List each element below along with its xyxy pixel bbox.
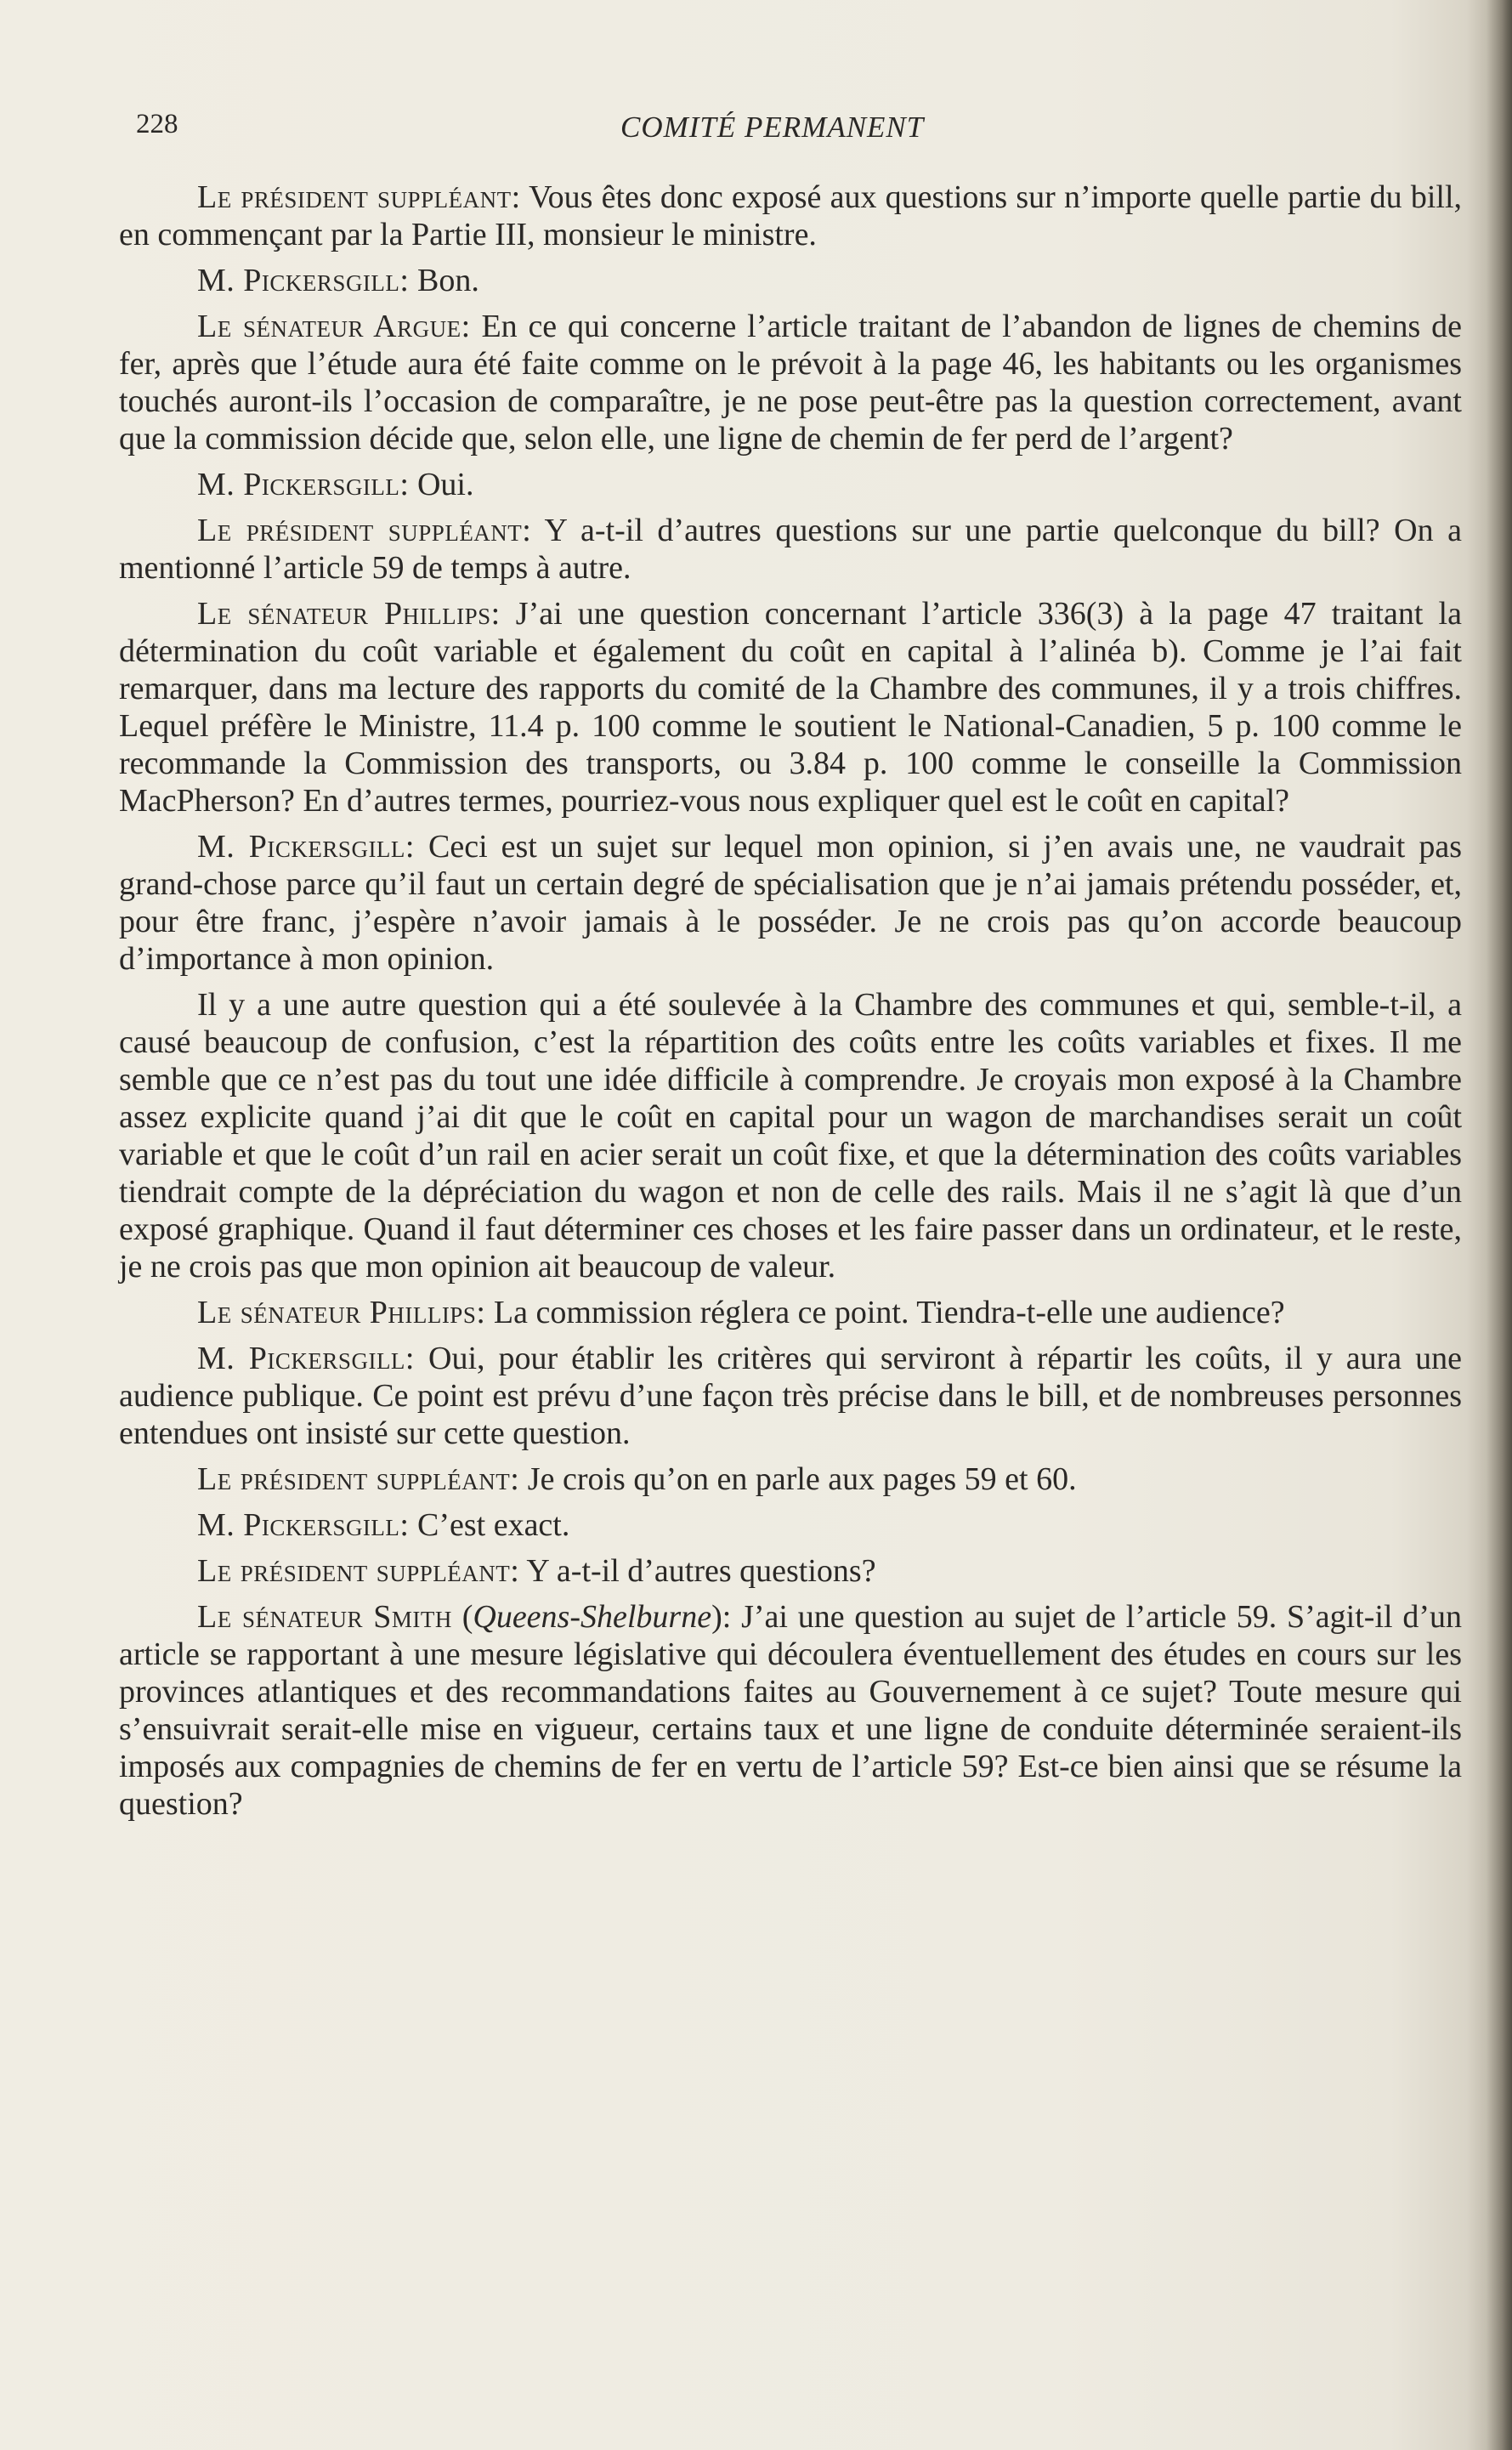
paragraph-text: Je crois qu’on en parle aux pages 59 et 60. xyxy=(519,1461,1077,1497)
paragraph-text: Oui, pour établir les critères qui serviront à répartir les coûts, il y aura une audience publique. Ce point est prévu d’une façon très précise dans le bill, et de nombreuses personnes entendues ont insisté sur cette question. xyxy=(119,1341,1462,1451)
speaker-name: Le sénateur Phillips: xyxy=(197,1295,486,1330)
paragraph xyxy=(119,1340,1462,1452)
paragraph xyxy=(119,308,1462,457)
paragraph-text: Y a-t-il d’autres questions? xyxy=(519,1553,876,1589)
paragraph xyxy=(119,986,1462,1285)
page-number: 228 xyxy=(136,109,178,139)
speaker-name: Le président suppléant: xyxy=(197,1461,520,1497)
speaker-name: M. Pickersgill: xyxy=(197,829,415,865)
speaker-name: Le président suppléant: xyxy=(197,513,532,548)
paragraph-text: La commission réglera ce point. Tiendra-t-elle une audience? xyxy=(485,1295,1285,1330)
riding-name: Queens-Shelburne xyxy=(473,1599,712,1635)
paragraph-text: Bon. xyxy=(409,263,479,298)
page-header xyxy=(136,109,1462,151)
speaker-name: M. Pickersgill: xyxy=(197,1341,415,1376)
speaker-name: M. Pickersgill: xyxy=(197,1507,410,1543)
paragraph-text: J’ai une question au sujet de l’article 59. S’agit-il d’un article se rapportant à une mesure législative qui découlera éventuellement des études en cours sur les provinces atlantiques et des recommandations faites au Gouvernement à ce sujet? Toute mesure qui s’ensuivrait serait-elle mise en vigueur, certains taux et une ligne de conduite déterminée seraient-ils imposés aux compagnies de chemins de fer en vertu de l’article 59? Est-ce bien ainsi que se résume la question? xyxy=(119,1599,1462,1822)
paragraph xyxy=(119,512,1462,587)
paragraph xyxy=(119,262,1462,299)
page-edge-shadow xyxy=(1487,0,1512,2450)
transcript-body xyxy=(119,179,1462,1831)
paragraph-text: Vous êtes donc exposé aux questions sur n’importe quelle partie du bill, en commençant par la Partie III, monsieur le ministre. xyxy=(119,179,1462,252)
paragraph-text: Il y a une autre question qui a été soulevée à la Chambre des communes et qui, semble-t-il, a causé beaucoup de confusion, c’est la répartition des coûts entre les coûts variables et fixes. Il me semble que ce n’est pas du tout une idée difficile à comprendre. Je croyais mon exposé à la Chambre assez explicite quand j’ai dit que le coût en capital pour un wagon de marchandises serait un coût variable et que le coût d’un rail en acier serait un coût fixe, et que la détermination des coûts variables tiendrait compte de la dépréciation du wagon et non de celle des rails. Mais il ne s’agit là que d’un exposé graphique. Quand il faut déterminer ces choses et les faire passer dans un ordinateur, et le reste, je ne crois pas que mon opinion ait beaucoup de valeur. xyxy=(119,987,1462,1285)
paragraph xyxy=(119,1552,1462,1590)
speaker-name: Le sénateur Argue: xyxy=(197,309,471,344)
paragraph-text: C’est exact. xyxy=(409,1507,570,1543)
running-title: COMITÉ PERMANENT xyxy=(620,111,925,144)
paragraph-text: En ce qui concerne l’article traitant de l’abandon de lignes de chemins de fer, après que l’étude aura été faite comme on le prévoit à la page 46, les habitants ou les organismes touchés auront-ils l’occasion de comparaître, je ne pose peut-être pas la question correctement, avant que la commission décide que, selon elle, une ligne de chemin de fer perd de l’argent? xyxy=(119,309,1462,457)
speaker-name: Le sénateur Smith xyxy=(197,1599,452,1635)
paragraph xyxy=(119,1506,1462,1544)
paragraph xyxy=(119,828,1462,978)
paragraph xyxy=(119,466,1462,503)
speaker-name: M. Pickersgill: xyxy=(197,467,410,502)
paragraph xyxy=(119,1460,1462,1498)
speaker-name: M. Pickersgill: xyxy=(197,263,410,298)
speaker-name: Le président suppléant: xyxy=(197,179,521,215)
paragraph-text: Oui. xyxy=(409,467,474,502)
paragraph xyxy=(119,1294,1462,1331)
paragraph-text: Y a-t-il d’autres questions sur une partie quelconque du bill? On a mentionné l’article 59 de temps à autre. xyxy=(119,513,1462,586)
paragraph xyxy=(119,179,1462,253)
speaker-name: Le sénateur Phillips: xyxy=(197,596,501,632)
paragraph: Le sénateur Smith (Queens-Shelburne): J’ai une question au sujet de l’article 59. S’agit-il d’un article se rapportant à une mesure législative qui découlera éventuellement des études en cours sur les provinces atlantiques et des recommandations faites au Gouvernement à ce sujet? Toute mesure qui s’ensuivrait serait-elle mise en vigueur, certains taux et une ligne de conduite déterminée seraient-ils imposés aux compagnies de chemins de fer en vertu de l’article 59? Est-ce bien ainsi que se résume la question? xyxy=(119,1599,1462,1822)
paragraph xyxy=(119,595,1462,820)
paragraph-text: Ceci est un sujet sur lequel mon opinion, si j’en avais une, ne vaudrait pas grand-chose parce qu’il faut un certain degré de spécialisation que je n’ai jamais prétendu posséder, et, pour être franc, j’espère n’avoir jamais à le posséder. Je ne crois pas qu’on accorde beaucoup d’importance à mon opinion. xyxy=(119,829,1462,977)
speaker-name: Le président suppléant: xyxy=(197,1553,520,1589)
paragraph-text: J’ai une question concernant l’article 336(3) à la page 47 traitant la détermination du coût variable et également du coût en capital à l’alinéa b). Comme je l’ai fait remarquer, dans ma lecture des rapports du comité de la Chambre des communes, il y a trois chiffres. Lequel préfère le Ministre, 11.4 p. 100 comme le soutient le National-Canadien, 5 p. 100 comme le recommande la Commission des transports, ou 3.84 p. 100 comme le conseille la Commission MacPherson? En d’autres termes, pourriez-vous nous expliquer quel est le coût en capital? xyxy=(119,596,1462,819)
